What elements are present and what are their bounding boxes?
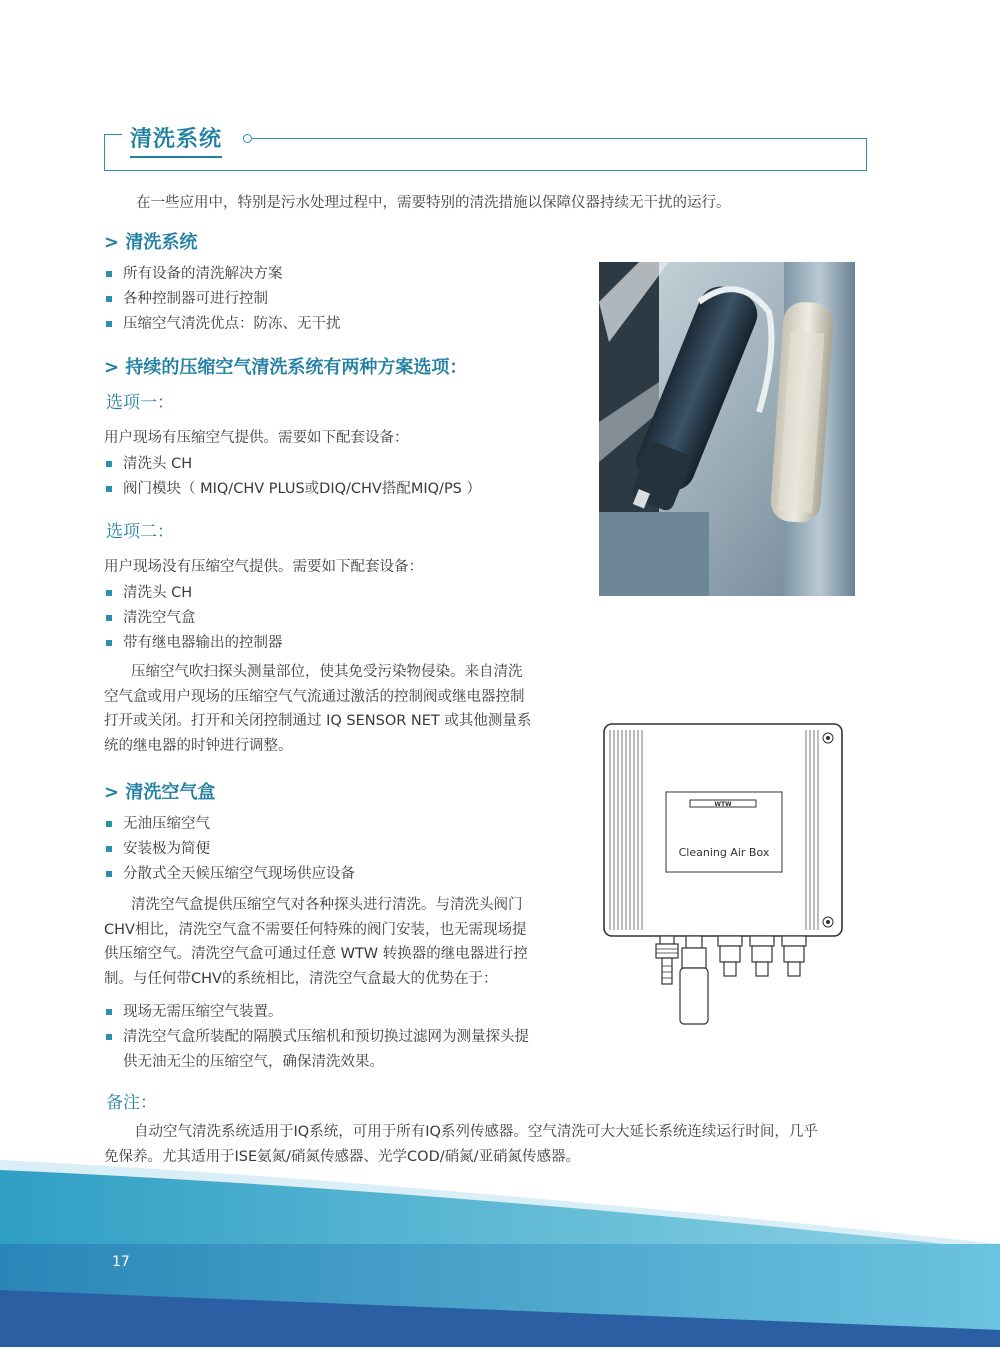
list-item: 清洗空气盒 xyxy=(104,606,574,631)
list-item: 现场无需压缩空气装置。 xyxy=(104,1000,574,1025)
option-two-description: 用户现场没有压缩空气提供。需要如下配套设备： xyxy=(104,559,423,575)
page-title: 清洗系统 xyxy=(130,126,222,158)
section-heading-options: > 持续的压缩空气清洗系统有两种方案选项： xyxy=(104,357,468,378)
title-frame-top-line xyxy=(252,138,867,139)
list-item: 阀门模块（ MIQ/CHV PLUS或DIQ/CHV搭配MIQ/PS ） xyxy=(104,477,574,502)
title-circle-ornament xyxy=(243,134,252,143)
list-item: 清洗头 CH xyxy=(104,581,574,606)
option-two-list xyxy=(104,581,574,655)
list-item: 分散式全天候压缩空气现场供应设备 xyxy=(104,862,564,887)
section-heading-cleaning-system: > 清洗系统 xyxy=(104,232,198,253)
option-one-list xyxy=(104,452,574,502)
list-item: 各种控制器可进行控制 xyxy=(104,287,564,312)
notes-paragraph: 自动空气清洗系统适用于IQ系统，可用于所有IQ系列传感器。空气清洗可大大延长系统连续运行时间，几乎 免保养。尤其适用于ISE氨氮/硝氮传感器、光学COD/硝氮/亚硝氮传感器。 xyxy=(104,1124,818,1165)
list-item: 安装极为简便 xyxy=(104,837,564,862)
feature-list xyxy=(104,262,564,336)
list-item: 所有设备的清洗解决方案 xyxy=(104,262,564,287)
title-frame-corner xyxy=(104,134,122,135)
wtw-logo: WTW xyxy=(714,801,732,808)
list-item: 压缩空气清洗优点：防冻、无干扰 xyxy=(104,312,564,337)
advantages-list xyxy=(104,1000,574,1074)
list-item: 无油压缩空气 xyxy=(104,812,564,837)
intro-paragraph: 在一些应用中，特别是污水处理过程中，需要特别的清洗措施以保障仪器持续无干扰的运行。 xyxy=(136,195,731,211)
section-heading-cleaning-air-box: > 清洗空气盒 xyxy=(104,782,216,803)
cleaning-air-box-label: Cleaning Air Box xyxy=(678,846,770,859)
list-item: 清洗空气盒所装配的隔膜式压缩机和预切换过滤网为测量探头提 供无油无尘的压缩空气，确保清洗效果。 xyxy=(104,1025,574,1075)
list-item: 清洗头 CH xyxy=(104,452,574,477)
air-box-paragraph: 清洗空气盒提供压缩空气对各种探头进行清洗。与清洗头阀门 CHV相比，清洗空气盒不需要任何特殊的阀门安装，也无需现场提 供压缩空气。清洗空气盒可通过任意 WTW 转换器的继电器进行控 制。与任何带CHV的系统相比，清洗空气盒最大的优势在于： xyxy=(104,897,528,987)
cleaning-air-box-drawing xyxy=(600,720,850,1030)
compressed-air-paragraph: 压缩空气吹扫探头测量部位，使其免受污染物侵染。来自清洗 空气盒或用户现场的压缩空气气流通过激活的控制阀或继电器控制 打开或关闭。打开和关闭控制通过 IQ SENSOR NET 或其他测量系 统的继电器的时钟进行调整。 xyxy=(104,664,532,754)
option-two-title: 选项二： xyxy=(106,522,174,542)
title-frame-left-line xyxy=(104,134,105,170)
list-item: 带有继电器输出的控制器 xyxy=(104,631,574,656)
option-one-description: 用户现场有压缩空气提供。需要如下配套设备： xyxy=(104,430,409,446)
footer-wave xyxy=(0,1140,1000,1347)
notes-title: 备注： xyxy=(106,1093,157,1113)
cleaning-head-photo xyxy=(599,262,855,596)
air-box-feature-list xyxy=(104,812,564,886)
option-one-title: 选项一： xyxy=(106,393,174,413)
page-number: 17 xyxy=(112,1254,130,1270)
